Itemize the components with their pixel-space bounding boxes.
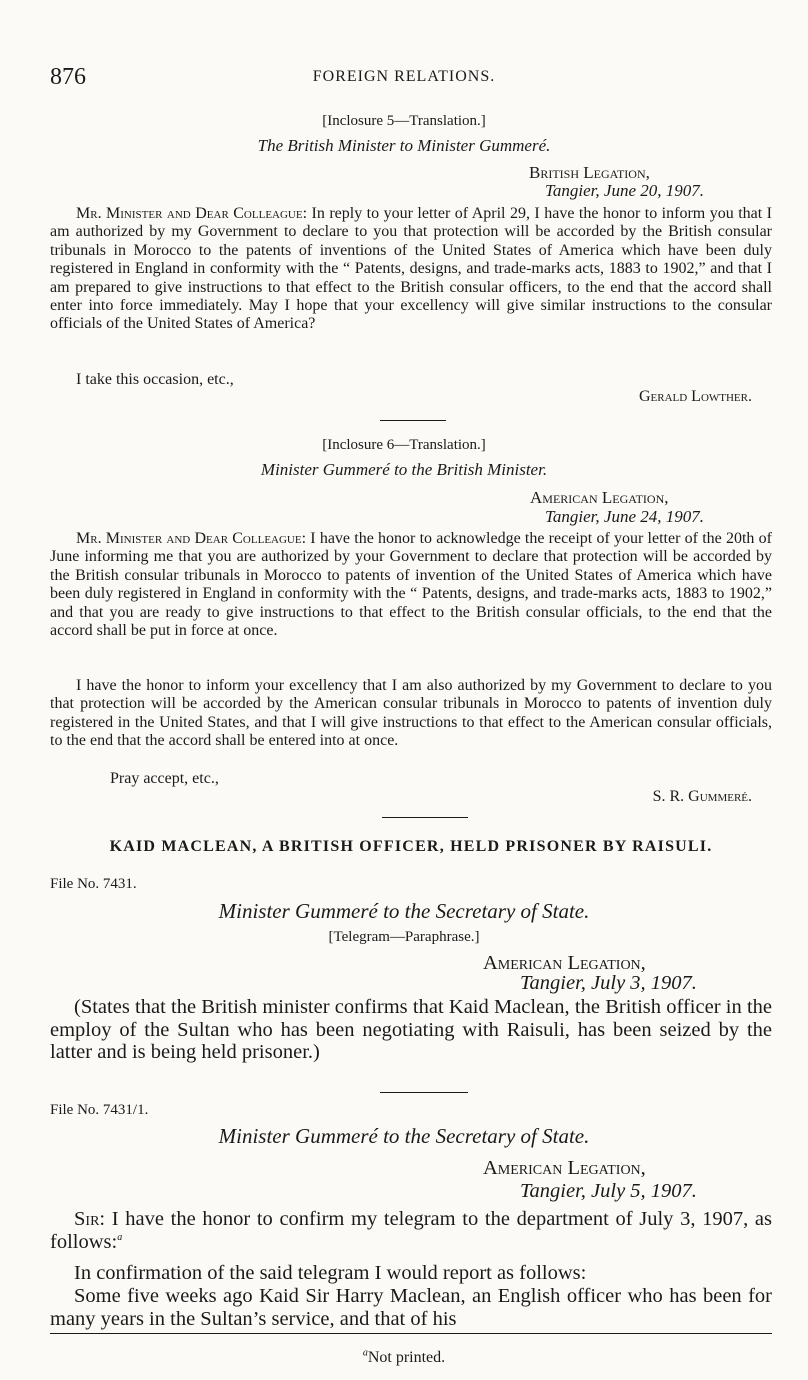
inclosure6-title: Minister Gummeré to the British Minister. xyxy=(260,460,548,479)
inclosure6-place: American Legation, xyxy=(530,488,669,507)
inclosure6-date: Tangier, June 24, 1907. xyxy=(545,507,704,526)
divider xyxy=(382,817,468,818)
inclosure5-place: British Legation, xyxy=(529,163,650,182)
letter-place: American Legation, xyxy=(483,1157,646,1179)
letter-date: Tangier, July 5, 1907. xyxy=(520,1180,697,1202)
letter-salutation: Sir xyxy=(74,1208,100,1230)
page-number: 876 xyxy=(50,64,86,90)
inclosure6-closing: Pray accept, etc., xyxy=(110,770,219,787)
inclosure5-title: The British Minister to Minister Gummeré. xyxy=(257,136,551,155)
inclosure6-salutation: Mr. Minister and Dear Colleague xyxy=(76,530,302,547)
section-heading: KAID MACLEAN, A BRITISH OFFICER, HELD PRISONER BY RAISULI. xyxy=(109,838,713,855)
letter-file-no: File No. 7431/1. xyxy=(50,1102,149,1118)
telegram-body: (States that the British minister confirms that Kaid Maclean, the British officer in the employ of the Sultan who has been negotiating with Raisuli, has been seized by the latter and is being held prisoner.) xyxy=(50,996,772,1064)
footnote-reference: a xyxy=(117,1231,123,1243)
telegram-place: American Legation, xyxy=(483,952,646,974)
telegram-label: [Telegram—Paraphrase.] xyxy=(328,929,480,945)
letter-body3: Some five weeks ago Kaid Sir Harry Maclean, an English officer who has been for many years in the Sultan’s service, and that of his xyxy=(50,1285,772,1330)
divider xyxy=(380,1092,468,1093)
letter-body1 xyxy=(50,1208,772,1253)
telegram-title: Minister Gummeré to the Secretary of State. xyxy=(218,899,590,923)
inclosure5-salutation: Mr. Minister and Dear Colleague xyxy=(76,205,303,222)
inclosure5-body xyxy=(50,205,772,334)
telegram-date: Tangier, July 3, 1907. xyxy=(520,972,697,994)
letter-body1-text: : I have the honor to confirm my telegram to the department of July 3, 1907, as follows: xyxy=(50,1208,772,1253)
inclosure6-body1 xyxy=(50,530,772,640)
divider xyxy=(380,420,446,421)
footnote-text: Not printed. xyxy=(367,1349,446,1366)
inclosure5-body-text: : In reply to your letter of April 29, I have the honor to inform you that I am authorized by my Government to declare to you that protection will be accorded by the British consular tribunals in Morocco to the patents of inventions of the United States of America which have been duly registered in England in conformity with the “ Patents, designs, and trade-marks acts, 1883 to 1902,” and that I am prepared to give instructions to that effect to the British consular officers, to the end that the accord shall enter into force immediately. May I hope that your excellency will give similar instructions to the consular officials of the United States of America? xyxy=(50,205,772,333)
inclosure6-body2: I have the honor to inform your excellency that I am also authorized by my Government to declare to you that protection will be accorded by the American consular tribunals in Morocco to patents of invention duly registered in the United States, and that I will give instructions to that effect to the American consular officials, to the end that the accord shall be entered into at once. xyxy=(50,677,772,750)
footnote xyxy=(0,1349,808,1367)
letter-body2: In confirmation of the said telegram I would report as follows: xyxy=(74,1262,587,1284)
running-title: FOREIGN RELATIONS. xyxy=(312,68,496,85)
footnote-marker: a xyxy=(362,1347,368,1359)
inclosure6-signature: S. R. Gummeré. xyxy=(652,788,752,805)
telegram-file-no: File No. 7431. xyxy=(50,876,137,892)
inclosure6-body1-text: : I have the honor to acknowledge the receipt of your letter of the 20th of June informing me that you are authorized by your Government to declare that protection will be accorded by the British consular tribunals in Morocco to patents of invention of the United States of America which have been duly registered in England in conformity with the “ Patents, designs, and trade-marks acts, 1883 to 1902,” and that you are ready to give instructions to that effect to the British consular officials, to the end that the accord shall be put in force at once. xyxy=(50,530,772,640)
inclosure5-date: Tangier, June 20, 1907. xyxy=(545,181,704,200)
inclosure5-closing: I take this occasion, etc., xyxy=(76,371,234,388)
inclosure5-label: [Inclosure 5—Translation.] xyxy=(322,113,486,129)
letter-title: Minister Gummeré to the Secretary of State. xyxy=(218,1124,590,1148)
footnote-rule xyxy=(50,1333,772,1334)
inclosure5-signature: Gerald Lowther. xyxy=(638,388,752,405)
inclosure6-label: [Inclosure 6—Translation.] xyxy=(322,437,486,453)
